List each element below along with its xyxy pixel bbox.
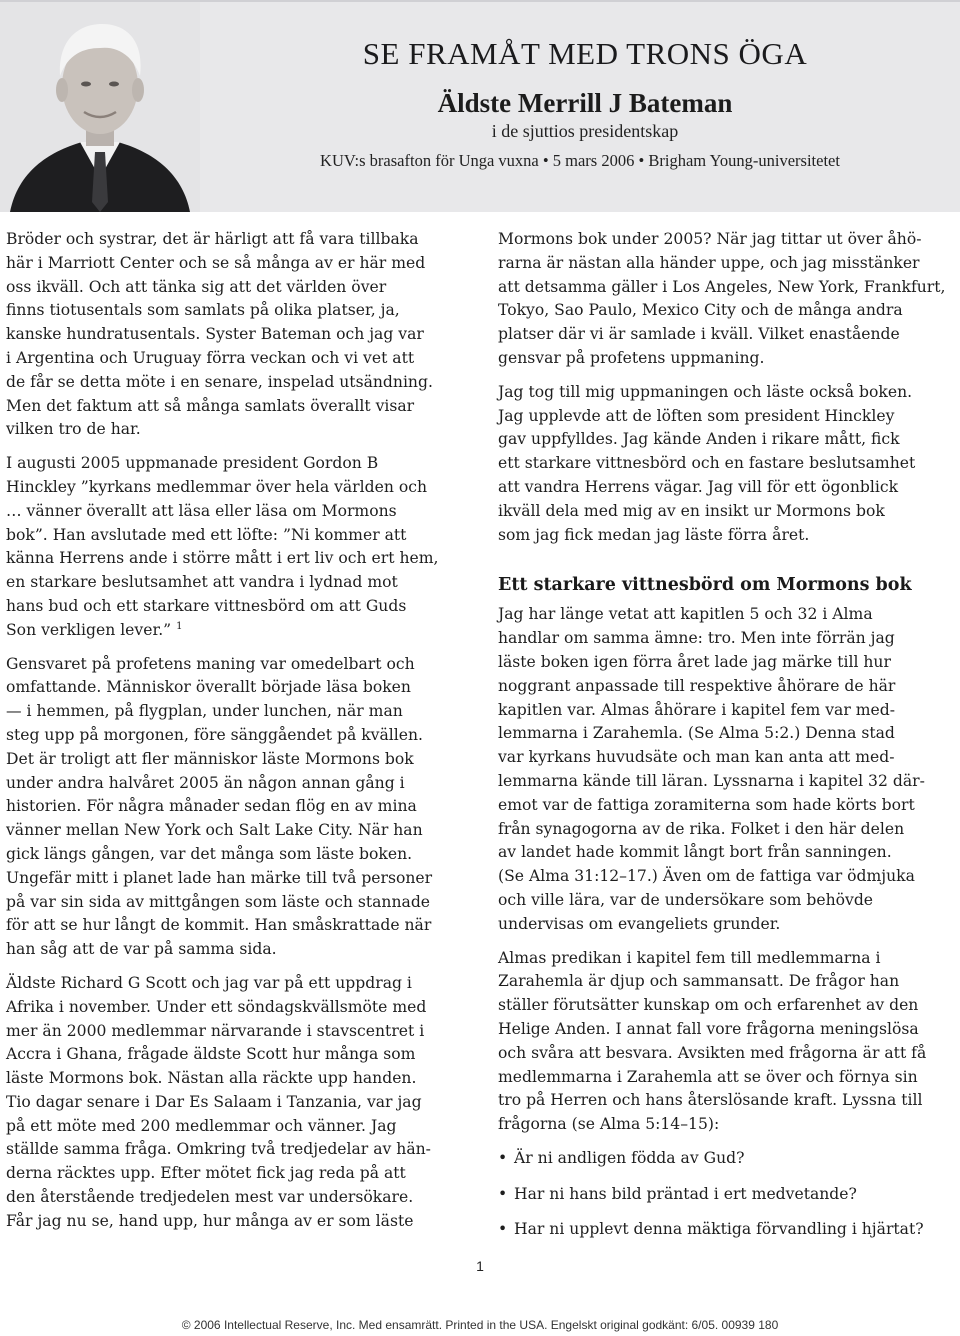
- text-line: på var sin sida av mittgången som läste och stannade: [6, 892, 431, 911]
- text-line: Helige Anden. I annat fall vore frågorna meningslösa: [498, 1019, 919, 1038]
- text-line: ett starkare vittnesbörd och en fastare beslutsamhet: [498, 454, 916, 473]
- text-line: Jag har länge vetat att kapitlen 5 och 32 i Alma: [498, 605, 873, 624]
- text-line: som jag fick medan jag läste förra året.: [498, 525, 810, 544]
- text-line: vänner mellan New York och Salt Lake City. När han: [6, 821, 423, 840]
- text-line: läste Mormons bok. Nästan alla räckte upp handen.: [6, 1069, 417, 1088]
- paragraph-2005-reading: [498, 228, 958, 371]
- text-line: lemmarna kände till läran. Lyssnarna i kapitel 32 där-: [498, 771, 925, 790]
- text-line: Det är troligt att fler människor läste Mormons bok: [6, 749, 414, 768]
- text-line: Ungefär mitt i planet lade han märke till två personer: [6, 868, 433, 887]
- speaker-portrait-photo: [0, 2, 200, 212]
- text-line: mer än 2000 medlemmar närvarande i stavscentret i: [6, 1021, 425, 1040]
- text-line: av landet hade kommit långt bort från sanningen.: [498, 843, 892, 862]
- text-line: tro på Herren och hans återslösande kraft. Lyssna till: [498, 1091, 923, 1110]
- text-line: — i hemmen, på flygplan, under lunchen, när man: [6, 702, 403, 721]
- paragraph-intro: [6, 228, 468, 442]
- left-column: [6, 228, 468, 1244]
- paragraph-response: [6, 653, 468, 962]
- speaker-name: Äldste Merrill J Bateman: [437, 88, 733, 118]
- text-line: frågorna (se Alma 5:14–15):: [498, 1115, 720, 1134]
- text-line: i Argentina och Uruguay förra veckan och vi vet att: [6, 348, 415, 367]
- footnote-marker[interactable]: 1: [176, 620, 183, 632]
- text-line: kapitlen var. Almas åhörare i kapitel fem var med-: [498, 700, 895, 719]
- text-line: den återstående tredjedelen mest var undersökare.: [6, 1188, 414, 1207]
- text-line: rarna är nästan alla händer uppe, och jag misstänker: [498, 253, 920, 272]
- text-line: ställde samma fråga. Omkring två tredjedelar av hän-: [6, 1140, 431, 1159]
- text-line: känna Herrens ande i större mått i ert liv och ert hem,: [6, 549, 439, 568]
- text-line: lemmarna i Zarahemla. (Se Alma 5:2.) Denna stad: [498, 724, 895, 743]
- text-line: ikväll dela med mig av en insikt ur Mormons bok: [498, 501, 885, 520]
- text-line: gav uppfylldes. Jag kände Anden i rikare mått, fick: [498, 430, 900, 449]
- text-line: Almas predikan i kapitel fem till medlemmarna i: [498, 948, 881, 967]
- text-line: omfattande. Människor överallt började läsa boken: [6, 678, 411, 697]
- text-line: gensvar på profetens uppmaning.: [498, 348, 765, 367]
- text-line: Gensvaret på profetens maning var omedelbart och: [6, 654, 415, 673]
- text-line: Äldste Richard G Scott och jag var på ett uppdrag i: [6, 973, 412, 992]
- speaker-portrait-icon: [0, 2, 200, 212]
- copyright-footer: © 2006 Intellectual Reserve, Inc. Med ensamrätt. Printed in the USA. Engelskt original godkänt: 6/05. 00939 180: [181, 1318, 779, 1332]
- text-line: noggrant anpassade till respektive åhörare de här: [498, 676, 896, 695]
- text-line: han såg att de var på samma sida.: [6, 940, 277, 959]
- section-heading: Ett starkare vittnesbörd om Mormons bok: [498, 575, 912, 596]
- text-line: bok”. Han avslutade med ett löfte: ”Ni kommer att: [6, 525, 407, 544]
- text-line: Men det faktum att så många samlats överallt visar: [6, 396, 415, 415]
- text-line: historien. För några månader sedan flög en av mina: [6, 797, 417, 816]
- text-line: här i Marriott Center och se så många av er här med: [6, 253, 426, 272]
- event-line: KUV:s brasafton för Unga vuxna • 5 mars 2006 • Brigham Young-universitetet: [320, 151, 840, 170]
- text-line: och svåra att besvara. Avsikten med frågorna är att få: [498, 1043, 927, 1062]
- text-line: Tokyo, Sao Paulo, Mexico City och de många andra: [498, 301, 903, 320]
- text-line: en starkare beslutsamhet att vandra i lydnad mot: [6, 573, 398, 592]
- text-line: var kyrkans huvudsäte och man kan anta att med-: [498, 748, 895, 767]
- text-line: Accra i Ghana, frågade äldste Scott hur många som: [6, 1045, 416, 1064]
- text-line: steg upp på morgonen, före sänggåendet på kvällen.: [6, 725, 423, 744]
- text-line: de får se detta möte i en senare, inspelad utsändning.: [6, 372, 433, 391]
- text-line: Bröder och systrar, det är härligt att få vara tillbaka: [6, 230, 419, 248]
- text-line: finns tiotusentals som samlats på olika platser, ja,: [6, 301, 400, 320]
- question-list: [498, 1147, 958, 1242]
- text-line: Jag tog till mig uppmaningen och läste också boken.: [498, 382, 913, 401]
- text-line: … vänner överallt att läsa eller läsa om Mormons: [6, 501, 397, 520]
- text-line: under andra halvåret 2005 än någon annan gång i: [6, 773, 405, 792]
- text-line: I augusti 2005 uppmanade president Gordon B: [6, 454, 379, 473]
- list-item: • Har ni upplevt denna mäktiga förvandling i hjärtat?: [498, 1218, 958, 1242]
- text-line: att detsamma gäller i Los Angeles, New York, Frankfurt,: [498, 277, 946, 296]
- text-line: Mormons bok under 2005? När jag tittar ut över åhö-: [498, 230, 922, 248]
- text-line: Afrika i november. Under ett söndagskvällsmöte med: [6, 997, 427, 1016]
- text-line: emot var de fattiga zoramiterna som hade körts bort: [498, 795, 915, 814]
- paragraph-africa: [6, 972, 468, 1234]
- text-line: kanske hundratusentals. Syster Bateman och jag var: [6, 325, 424, 344]
- header-band: [0, 0, 960, 212]
- page-title: SE FRAMÅT MED TRONS ÖGA: [362, 36, 808, 71]
- paragraph-promise-fulfilled: [498, 381, 958, 548]
- text-line: Zarahemla är djup och sammansatt. De frågor han: [498, 972, 900, 991]
- text-fragment: Son verkligen lever.”: [6, 620, 172, 639]
- text-line: vilken tro de har.: [6, 420, 141, 439]
- text-line: Jag upplevde att de löften som president Hinckley: [498, 406, 895, 425]
- text-line: Hinckley ”kyrkans medlemmar över hela världen och: [6, 477, 427, 496]
- text-line: från synagogorna av de rika. Folket i den här delen: [498, 819, 905, 838]
- list-item: • Är ni andligen födda av Gud?: [498, 1147, 958, 1171]
- text-line: och ville lära, var de undersökare som behövde: [498, 890, 874, 909]
- text-line: handlar om samma ämne: tro. Men inte förrän jag: [498, 629, 895, 648]
- text-line: (Se Alma 31:12–17.) Även om de fattiga var ödmjuka: [498, 867, 915, 886]
- text-line: ställer förutsätter kunskap om och erfarenhet av den: [498, 996, 919, 1015]
- speaker-calling: i de sjuttios presidentskap: [491, 121, 679, 141]
- text-line: [6, 619, 468, 643]
- text-line: oss ikväll. Och att tänka sig att det världen över: [6, 277, 387, 296]
- text-line: läste boken igen förra året lade jag märke till hur: [498, 652, 891, 671]
- text-line: undervisas om evangeliets grunder.: [498, 914, 781, 933]
- right-column: [498, 228, 958, 1254]
- text-line: derna räcktes upp. Efter mötet fick jag reda på att: [6, 1164, 406, 1183]
- text-line: Tio dagar senare i Dar Es Salaam i Tanzania, var jag: [6, 1092, 422, 1111]
- text-line: på ett möte med 200 medlemmar och vänner. Jag: [6, 1116, 397, 1135]
- paragraph-hinckley-invitation: [6, 452, 468, 642]
- text-line: medlemmarna i Zarahemla att se över och förnya sin: [498, 1067, 918, 1086]
- text-line: hans bud och ett starkare vittnesbörd om att Guds: [6, 596, 407, 615]
- paragraph-alma-sermon: [498, 947, 958, 1137]
- text-line: gick längs gången, var det många som läste boken.: [6, 844, 413, 863]
- paragraph-alma-chapters: [498, 603, 958, 936]
- page-number: 1: [476, 1258, 484, 1274]
- list-item: • Har ni hans bild präntad i ert medvetande?: [498, 1183, 958, 1207]
- text-line: för att se hur långt de kommit. Han småskrattade när: [6, 916, 432, 935]
- text-line: Får jag nu se, hand upp, hur många av er som läste: [6, 1211, 414, 1230]
- text-line: platser där vi är samlade i kväll. Vilket enastående: [498, 325, 900, 344]
- text-line: att vandra Herrens vägar. Jag vill för ett ögonblick: [498, 477, 899, 496]
